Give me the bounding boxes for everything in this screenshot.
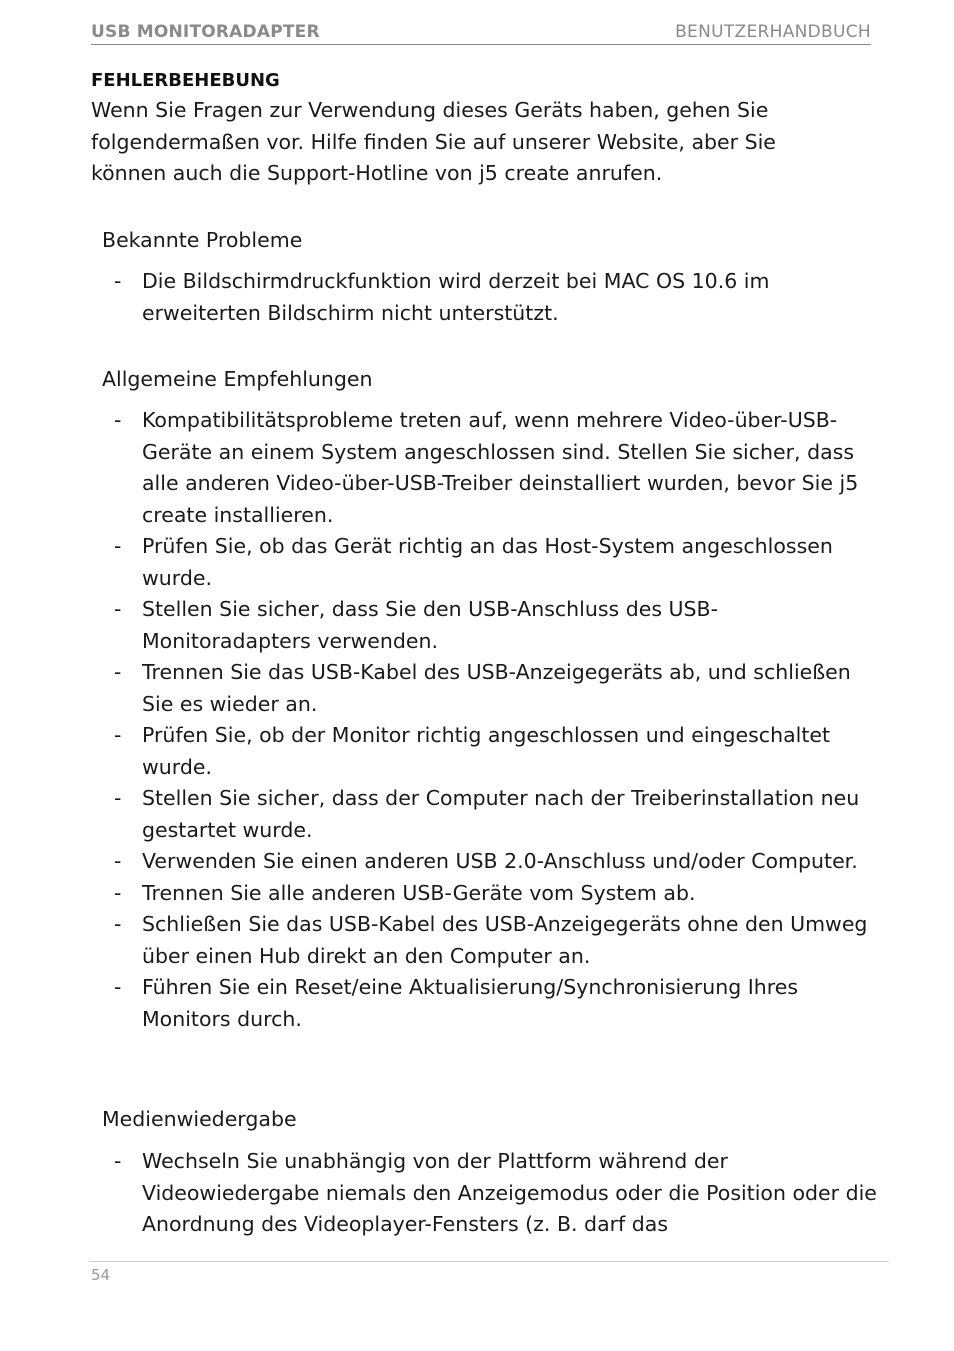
list-item: - Verwenden Sie einen anderen USB 2.0-Anschluss und/oder Computer. <box>114 849 858 873</box>
header-document-type: BENUTZERHANDBUCH <box>675 22 871 42</box>
list-item: - Prüfen Sie, ob der Monitor richtig angeschlossen und eingeschaltet wurde. <box>114 723 831 779</box>
list-item: - Stellen Sie sicher, dass Sie den USB-Anschluss des USB-Monitoradapters verwenden. <box>114 597 719 653</box>
list-item: - Wechseln Sie unabhängig von der Plattform während der Videowiedergabe niemals den Anzeigemodus oder die Position oder die Anordnung des Videoplayer-Fensters (z. B. darf das <box>114 1149 877 1236</box>
list-item: - Führen Sie ein Reset/eine Aktualisierung/Synchronisierung Ihres Monitors durch. <box>114 975 799 1031</box>
footer-divider <box>89 1261 889 1262</box>
subheading-known-issues: Bekannte Probleme <box>102 228 303 252</box>
subheading-media-playback: Medienwiedergabe <box>102 1107 297 1131</box>
list-item: - Stellen Sie sicher, dass der Computer nach der Treiberinstallation neu gestartet wurde. <box>114 786 860 842</box>
page-number: 54 <box>91 1266 111 1284</box>
list-item: - Schließen Sie das USB-Kabel des USB-Anzeigegeräts ohne den Umweg über einen Hub direkt an den Computer an. <box>114 912 868 968</box>
known-issues-list <box>114 266 884 329</box>
header-product-name: USB MONITORADAPTER <box>91 22 320 42</box>
list-item: - Kompatibilitätsprobleme treten auf, wenn mehrere Video-über-USB-Geräte an einem System angeschlossen sind. Stellen Sie sicher, dass alle anderen Video-über-USB-Treiber deinstalliert wurden, bevor Sie j5 create installieren. <box>114 408 859 527</box>
section-title: FEHLERBEHEBUNG <box>91 70 280 91</box>
list-item: - Prüfen Sie, ob das Gerät richtig an das Host-System angeschlossen wurde. <box>114 534 833 590</box>
list-item: - Trennen Sie alle anderen USB-Geräte vom System ab. <box>114 880 696 905</box>
intro-paragraph: Wenn Sie Fragen zur Verwendung dieses Geräts haben, gehen Sie folgendermaßen vor. Hilfe finden Sie auf unserer Website, aber Sie können auch die Support-Hotline von j5 create anrufen. <box>91 98 776 185</box>
media-playback-list <box>114 1146 884 1241</box>
page-header <box>91 20 871 45</box>
subheading-general-recommendations: Allgemeine Empfehlungen <box>102 367 373 391</box>
list-item: - Die Bildschirmdruckfunktion wird derzeit bei MAC OS 10.6 im erweiterten Bildschirm nicht unterstützt. <box>114 269 770 325</box>
list-item: - Trennen Sie das USB-Kabel des USB-Anzeigegeräts ab, und schließen Sie es wieder an. <box>114 660 851 716</box>
general-recommendations-list <box>114 405 884 1035</box>
